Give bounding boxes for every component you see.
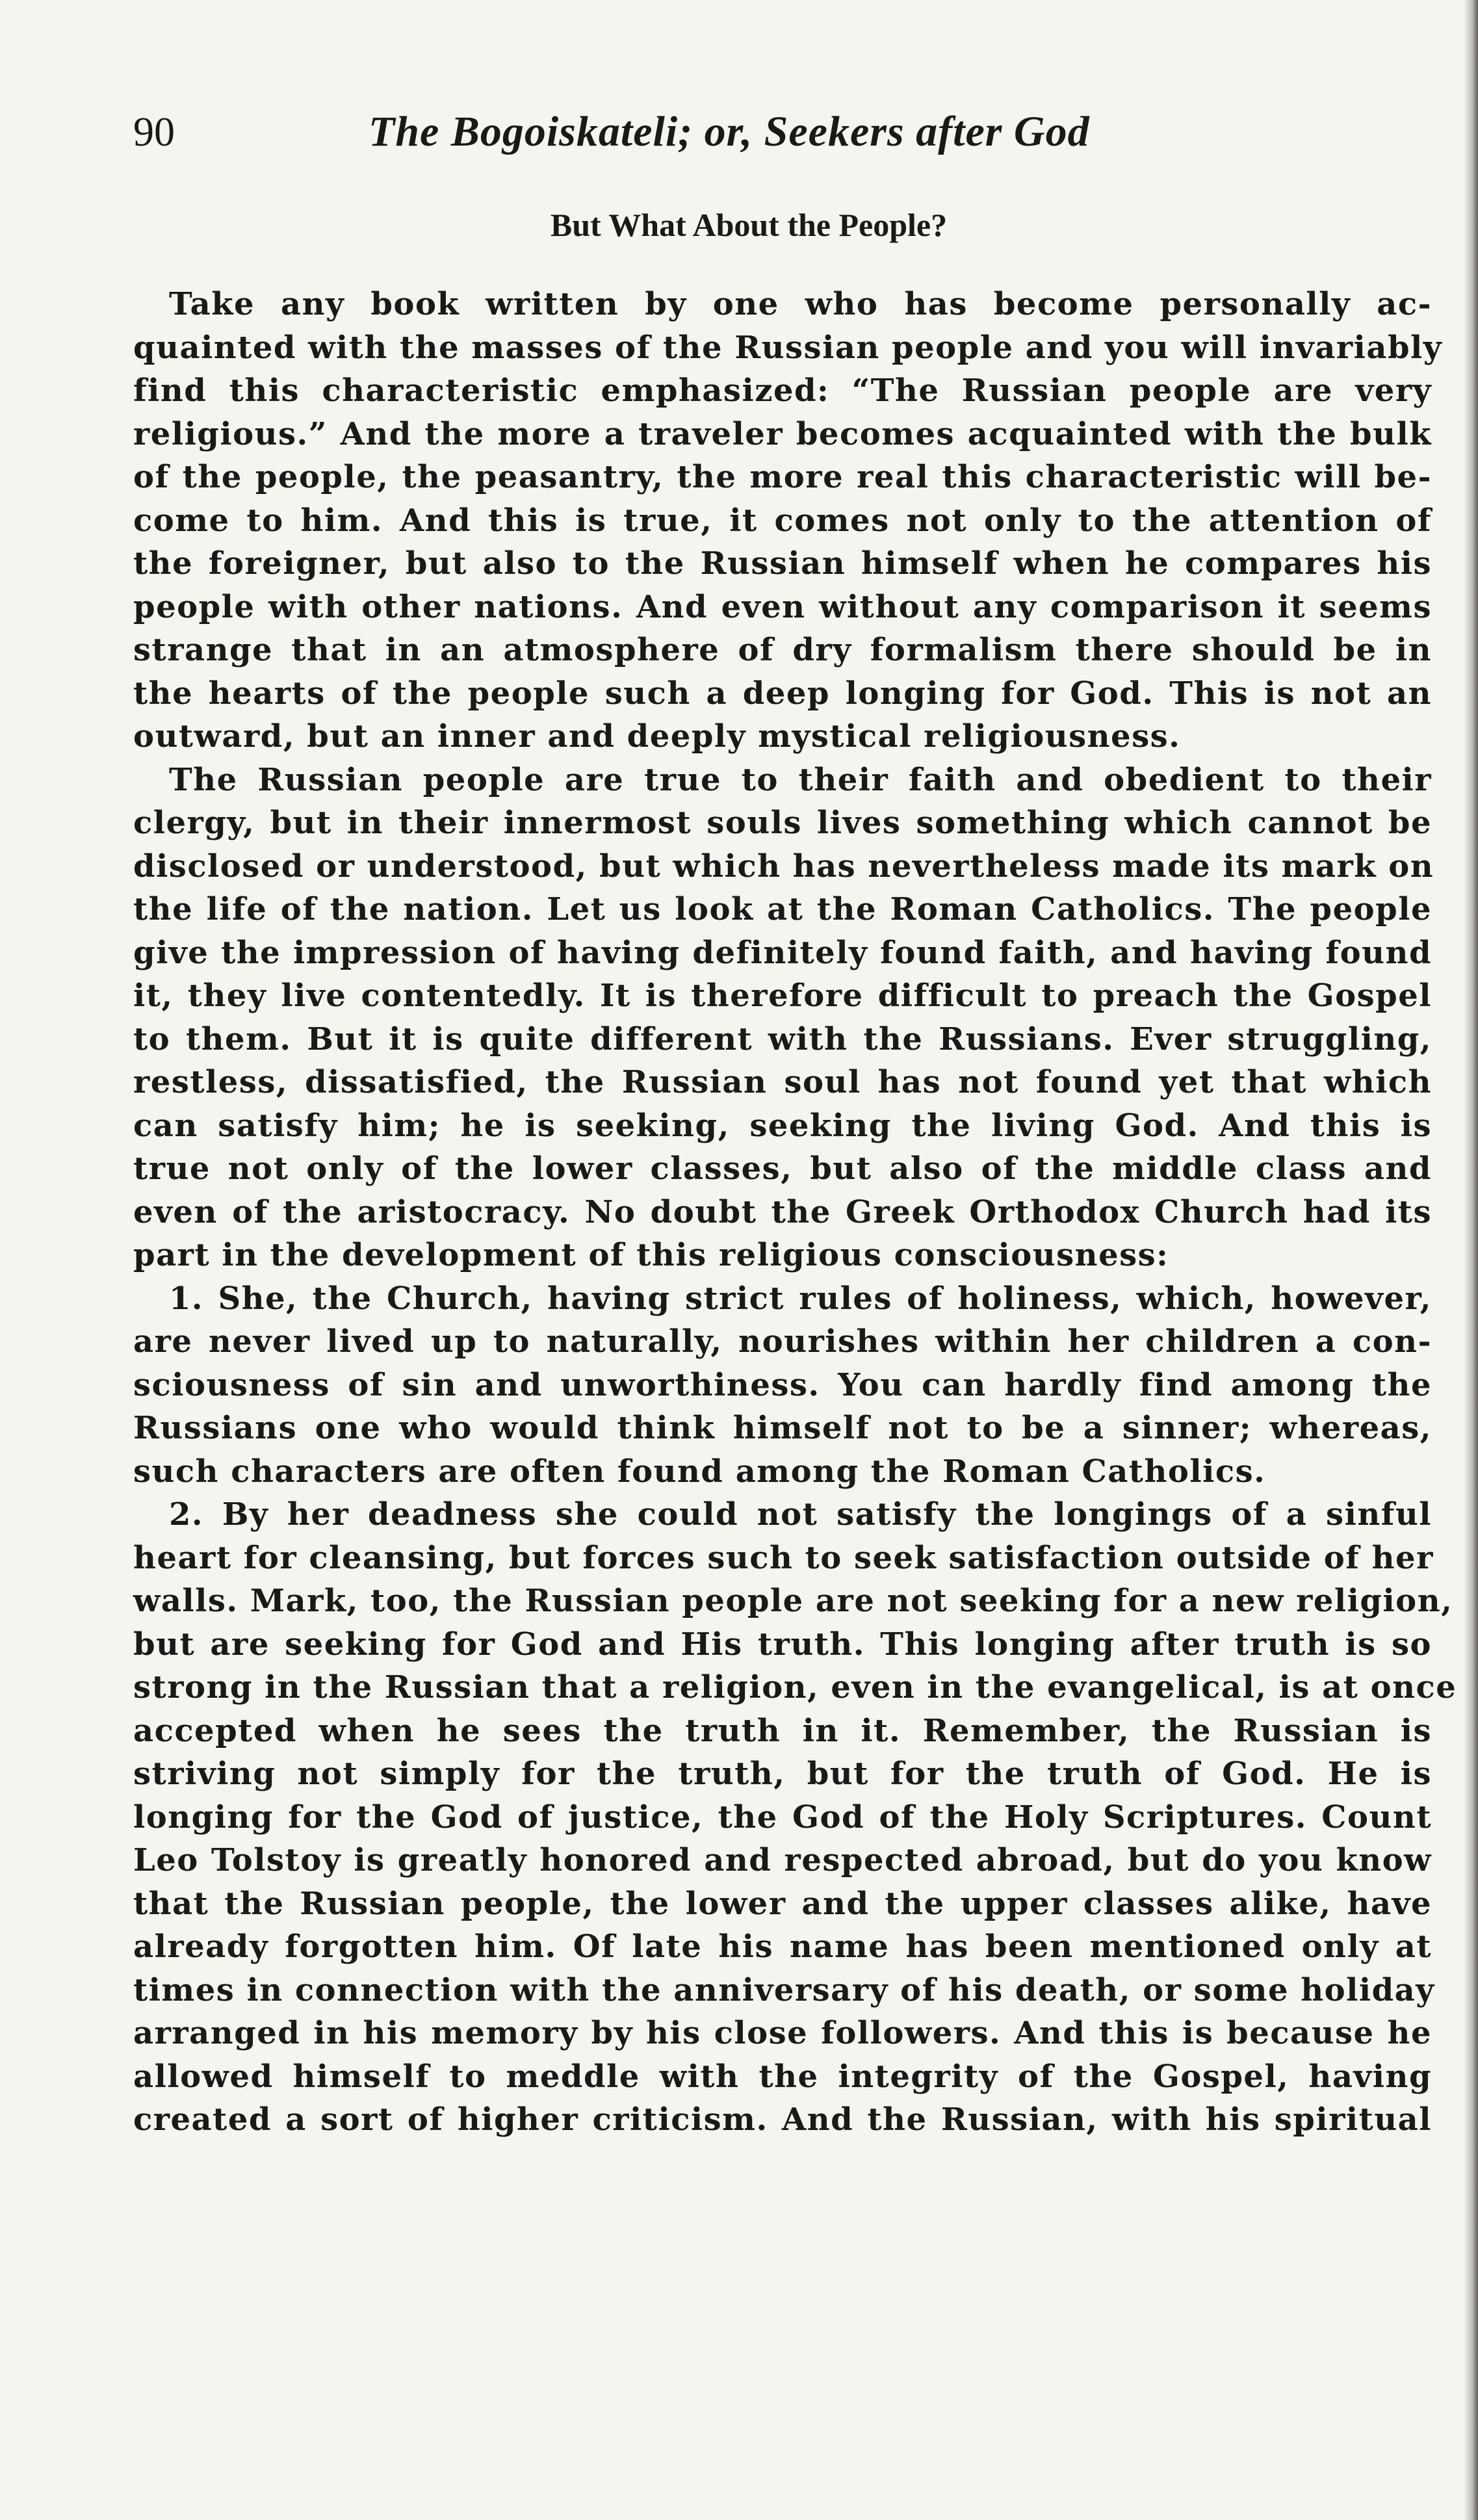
text-line: accepted when he sees the truth in it. Remember, the Russian is xyxy=(133,1712,1432,1749)
text-line: disclosed or understood, but which has nevertheless made its mark on xyxy=(133,848,1434,885)
text-line: Leo Tolstoy is greatly honored and respected abroad, but do you know xyxy=(133,1842,1432,1878)
running-title: The Bogoiskateli; or, Seekers after God xyxy=(369,108,1090,155)
text-line: allowed himself to meddle with the integrity of the Gospel, having xyxy=(133,2058,1432,2095)
text-line: Russians one who would think himself not to be a sinner; whereas, xyxy=(133,1410,1432,1446)
text-line: are never lived up to naturally, nourishes within her children a con- xyxy=(133,1323,1432,1360)
text-line: sciousness of sin and unworthiness. You can hardly find among the xyxy=(133,1366,1432,1403)
text-line: part in the development of this religious consciousness: xyxy=(133,1237,1169,1273)
text-line: 2. By her deadness she could not satisfy the longings of a sinful xyxy=(169,1496,1432,1533)
text-line: the foreigner, but also to the Russian himself when he compares his xyxy=(133,545,1432,582)
text-line: the life of the nation. Let us look at the Roman Catholics. The people xyxy=(133,891,1432,928)
text-line: The Russian people are true to their faith and obedient to their xyxy=(169,761,1432,798)
text-line: quainted with the masses of the Russian people and you will invariably xyxy=(133,329,1443,366)
text-line: of the people, the peasantry, the more real this characteristic will be- xyxy=(133,459,1432,495)
text-line: give the impression of having definitely found faith, and having found xyxy=(133,934,1432,971)
text-line: strong in the Russian that a religion, even in the evangelical, is at once xyxy=(133,1669,1457,1706)
text-line: come to him. And this is true, it comes not only to the attention of xyxy=(133,502,1432,539)
text-line: 1. She, the Church, having strict rules of holiness, which, however, xyxy=(169,1280,1432,1317)
text-line: clergy, but in their innermost souls lives something which cannot be xyxy=(133,805,1432,841)
text-line: to them. But it is quite different with the Russians. Ever struggling, xyxy=(133,1020,1432,1058)
text-line: that the Russian people, the lower and the upper classes alike, have xyxy=(133,1885,1432,1922)
text-line: walls. Mark, too, the Russian people are not seeking for a new religion, xyxy=(133,1583,1453,1619)
text-line: arranged in his memory by his close followers. And this is because he xyxy=(133,2015,1432,2051)
text-line: the hearts of the people such a deep longing for God. This is not an xyxy=(133,675,1432,712)
text-line: times in connection with the anniversary of his death, or some holiday xyxy=(133,1971,1435,2008)
text-line: true not only of the lower classes, but also of the middle class and xyxy=(133,1150,1432,1187)
text-line: but are seeking for God and His truth. This longing after truth is so xyxy=(133,1626,1432,1663)
running-head xyxy=(133,103,1199,161)
text-line: restless, dissatisfied, the Russian soul has not found yet that which xyxy=(133,1064,1432,1100)
text-line: people with other nations. And even without any comparison it seems xyxy=(133,588,1432,625)
text-line: religious.” And the more a traveler becomes acquainted with the bulk xyxy=(133,415,1432,452)
text-line: Take any book written by one who has become personally ac- xyxy=(169,286,1432,322)
page-edge-shadow xyxy=(1464,0,1478,2520)
text-line: already forgotten him. Of late his name has been mentioned only at xyxy=(133,1929,1432,1965)
page-number: 90 xyxy=(133,109,175,155)
text-line: find this characteristic emphasized: “The Russian people are very xyxy=(133,372,1432,409)
body-text xyxy=(133,283,1457,2142)
text-line: such characters are often found among the Roman Catholics. xyxy=(133,1453,1266,1490)
text-line: created a sort of higher criticism. And the Russian, with his spiritual xyxy=(133,2101,1432,2138)
text-line: even of the aristocracy. No doubt the Greek Orthodox Church had its xyxy=(133,1193,1432,1230)
section-heading: But What About the People? xyxy=(550,207,948,243)
text-line: can satisfy him; he is seeking, seeking the living God. And this is xyxy=(133,1107,1432,1144)
text-line: heart for cleansing, but forces such to seek satisfaction outside of her xyxy=(133,1539,1434,1576)
text-line: striving not simply for the truth, but for the truth of God. He is xyxy=(133,1756,1432,1792)
text-line: longing for the God of justice, the God of the Holy Scriptures. Count xyxy=(133,1799,1432,1836)
text-line: outward, but an inner and deeply mystical religiousness. xyxy=(133,718,1181,755)
text-line: strange that in an atmosphere of dry formalism there should be in xyxy=(133,632,1432,668)
text-line: it, they live contentedly. It is therefore difficult to preach the Gospel xyxy=(133,978,1432,1014)
